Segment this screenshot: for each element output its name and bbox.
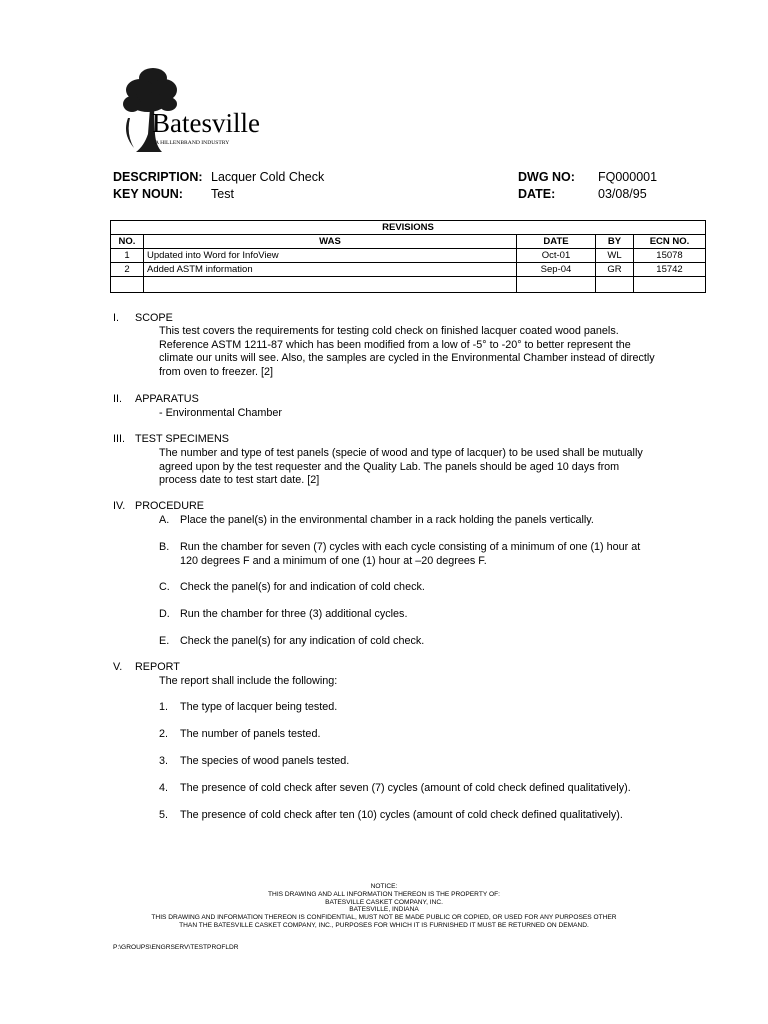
section-title: REPORT [135, 661, 180, 673]
item-label: 2. [159, 728, 169, 740]
section-title: APPARATUS [135, 393, 199, 405]
apparatus-item: - Environmental Chamber [159, 407, 283, 419]
section-report-heading [113, 661, 180, 675]
column-header: DATE [517, 235, 596, 249]
dwg-no-value: FQ000001 [598, 170, 658, 184]
section-number: III. [113, 433, 125, 445]
batesville-logo [118, 60, 268, 160]
description-value: Lacquer Cold Check [211, 170, 325, 184]
section-specimens-heading [113, 433, 229, 447]
scope-text: This test covers the requirements for testing cold check on finished lacquer coated wood panels. Reference ASTM 1211-87 which has been modified from a low of -5° to -20° to better represent the climate our units will see. Also, the samples are cycled in the Environmental Chamber instead of directly from oven to freezer. [2] [159, 325, 655, 378]
procedure-step [159, 635, 660, 649]
file-path: P:\GROUPS\ENGRSERV\TESTPROFLDR [113, 944, 239, 951]
table-cell: 15742 [634, 263, 706, 277]
step-label: E. [159, 635, 170, 647]
key-noun-value: Test [211, 187, 234, 201]
description-label: DESCRIPTION: [113, 170, 203, 184]
notice-line: BATESVILLE, INDIANA [349, 906, 419, 914]
table-cell: WL [596, 249, 634, 263]
item-label: 5. [159, 809, 169, 821]
column-header: WAS [144, 235, 517, 249]
date-value: 03/08/95 [598, 187, 647, 201]
report-intro: The report shall include the following: [159, 675, 338, 687]
step-text: Check the panel(s) for any indication of cold check. [180, 635, 425, 647]
svg-text:A HILLENBRAND INDUSTRY: A HILLENBRAND INDUSTRY [155, 140, 230, 146]
date-label: DATE: [518, 187, 556, 201]
revisions-title: REVISIONS [111, 221, 706, 235]
table-row [111, 249, 706, 263]
item-label: 4. [159, 782, 169, 794]
step-label: B. [159, 541, 170, 553]
svg-text:Batesville: Batesville [152, 108, 260, 138]
step-label: C. [159, 581, 170, 593]
step-text: Run the chamber for three (3) additional cycles. [180, 608, 408, 620]
specimens-text: The number and type of test panels (specie of wood and type of lacquer) to be used shall be mutually agreed upon by the test requester and the Quality Lab. The panels should be aged 10 days from process date to test start date. [2] [159, 447, 643, 487]
step-text: Place the panel(s) in the environmental chamber in a rack holding the panels vertically. [180, 514, 594, 526]
table-cell: 2 [111, 263, 144, 277]
column-header: ECN NO. [634, 235, 706, 249]
section-title: SCOPE [135, 312, 173, 324]
table-cell: Oct-01 [517, 249, 596, 263]
item-text: The species of wood panels tested. [180, 755, 350, 767]
procedure-step [159, 514, 660, 528]
notice-line: THIS DRAWING AND INFORMATION THEREON IS CONFIDENTIAL, MUST NOT BE MADE PUBLIC OR COPIED, OR USED FOR ANY PURPOSES OTHER [151, 914, 617, 922]
procedure-step [159, 541, 660, 568]
report-item [159, 701, 660, 715]
report-item [159, 809, 660, 823]
table-row-empty [111, 277, 706, 293]
item-label: 3. [159, 755, 169, 767]
step-text: Check the panel(s) for and indication of cold check. [180, 581, 425, 593]
key-noun-label: KEY NOUN: [113, 187, 183, 201]
table-cell: GR [596, 263, 634, 277]
section-title: TEST SPECIMENS [135, 433, 229, 445]
table-cell: 15078 [634, 249, 706, 263]
section-number: I. [113, 312, 119, 324]
step-label: A. [159, 514, 170, 526]
notice-line: THAN THE BATESVILLE CASKET COMPANY, INC., PURPOSES FOR WHICH IT IS FURNISHED IT MUST BE RETURNED ON DEMAND. [179, 921, 589, 929]
column-header: BY [596, 235, 634, 249]
section-scope-heading [113, 312, 173, 326]
item-label: 1. [159, 701, 169, 713]
notice-line: NOTICE: [370, 883, 398, 890]
revisions-table [110, 220, 706, 293]
legal-notice [100, 883, 668, 930]
notice-line: BATESVILLE CASKET COMPANY, INC. [325, 898, 443, 906]
step-label: D. [159, 608, 170, 620]
table-cell: 1 [111, 249, 144, 263]
procedure-step [159, 581, 660, 595]
section-number: V. [113, 661, 123, 673]
section-number: IV. [113, 500, 126, 512]
procedure-step [159, 608, 660, 622]
dwg-no-label: DWG NO: [518, 170, 575, 184]
notice-line: THIS DRAWING AND ALL INFORMATION THEREON IS THE PROPERTY OF: [268, 890, 500, 898]
section-number: II. [113, 393, 122, 405]
item-text: The presence of cold check after ten (10) cycles (amount of cold check defined qualitatively). [180, 809, 623, 821]
item-text: The number of panels tested. [180, 728, 321, 740]
table-cell: Sep-04 [517, 263, 596, 277]
section-procedure-heading [113, 500, 204, 514]
section-title: PROCEDURE [135, 500, 204, 512]
item-text: The presence of cold check after seven (7) cycles (amount of cold check defined qualitatively). [180, 782, 631, 794]
report-item [159, 728, 660, 742]
tree-icon [118, 60, 268, 160]
table-cell: Added ASTM information [144, 263, 517, 277]
table-cell: Updated into Word for InfoView [144, 249, 517, 263]
section-apparatus-heading [113, 393, 199, 407]
column-header: NO. [111, 235, 144, 249]
item-text: The type of lacquer being tested. [180, 701, 338, 713]
report-item [159, 755, 660, 769]
table-row [111, 263, 706, 277]
table-header-row [111, 235, 706, 249]
step-text: Run the chamber for seven (7) cycles with each cycle consisting of a minimum of one (1) hour at 120 degrees F and a minimum of one (1) hour at –20 degrees F. [180, 541, 641, 567]
report-item [159, 782, 660, 796]
